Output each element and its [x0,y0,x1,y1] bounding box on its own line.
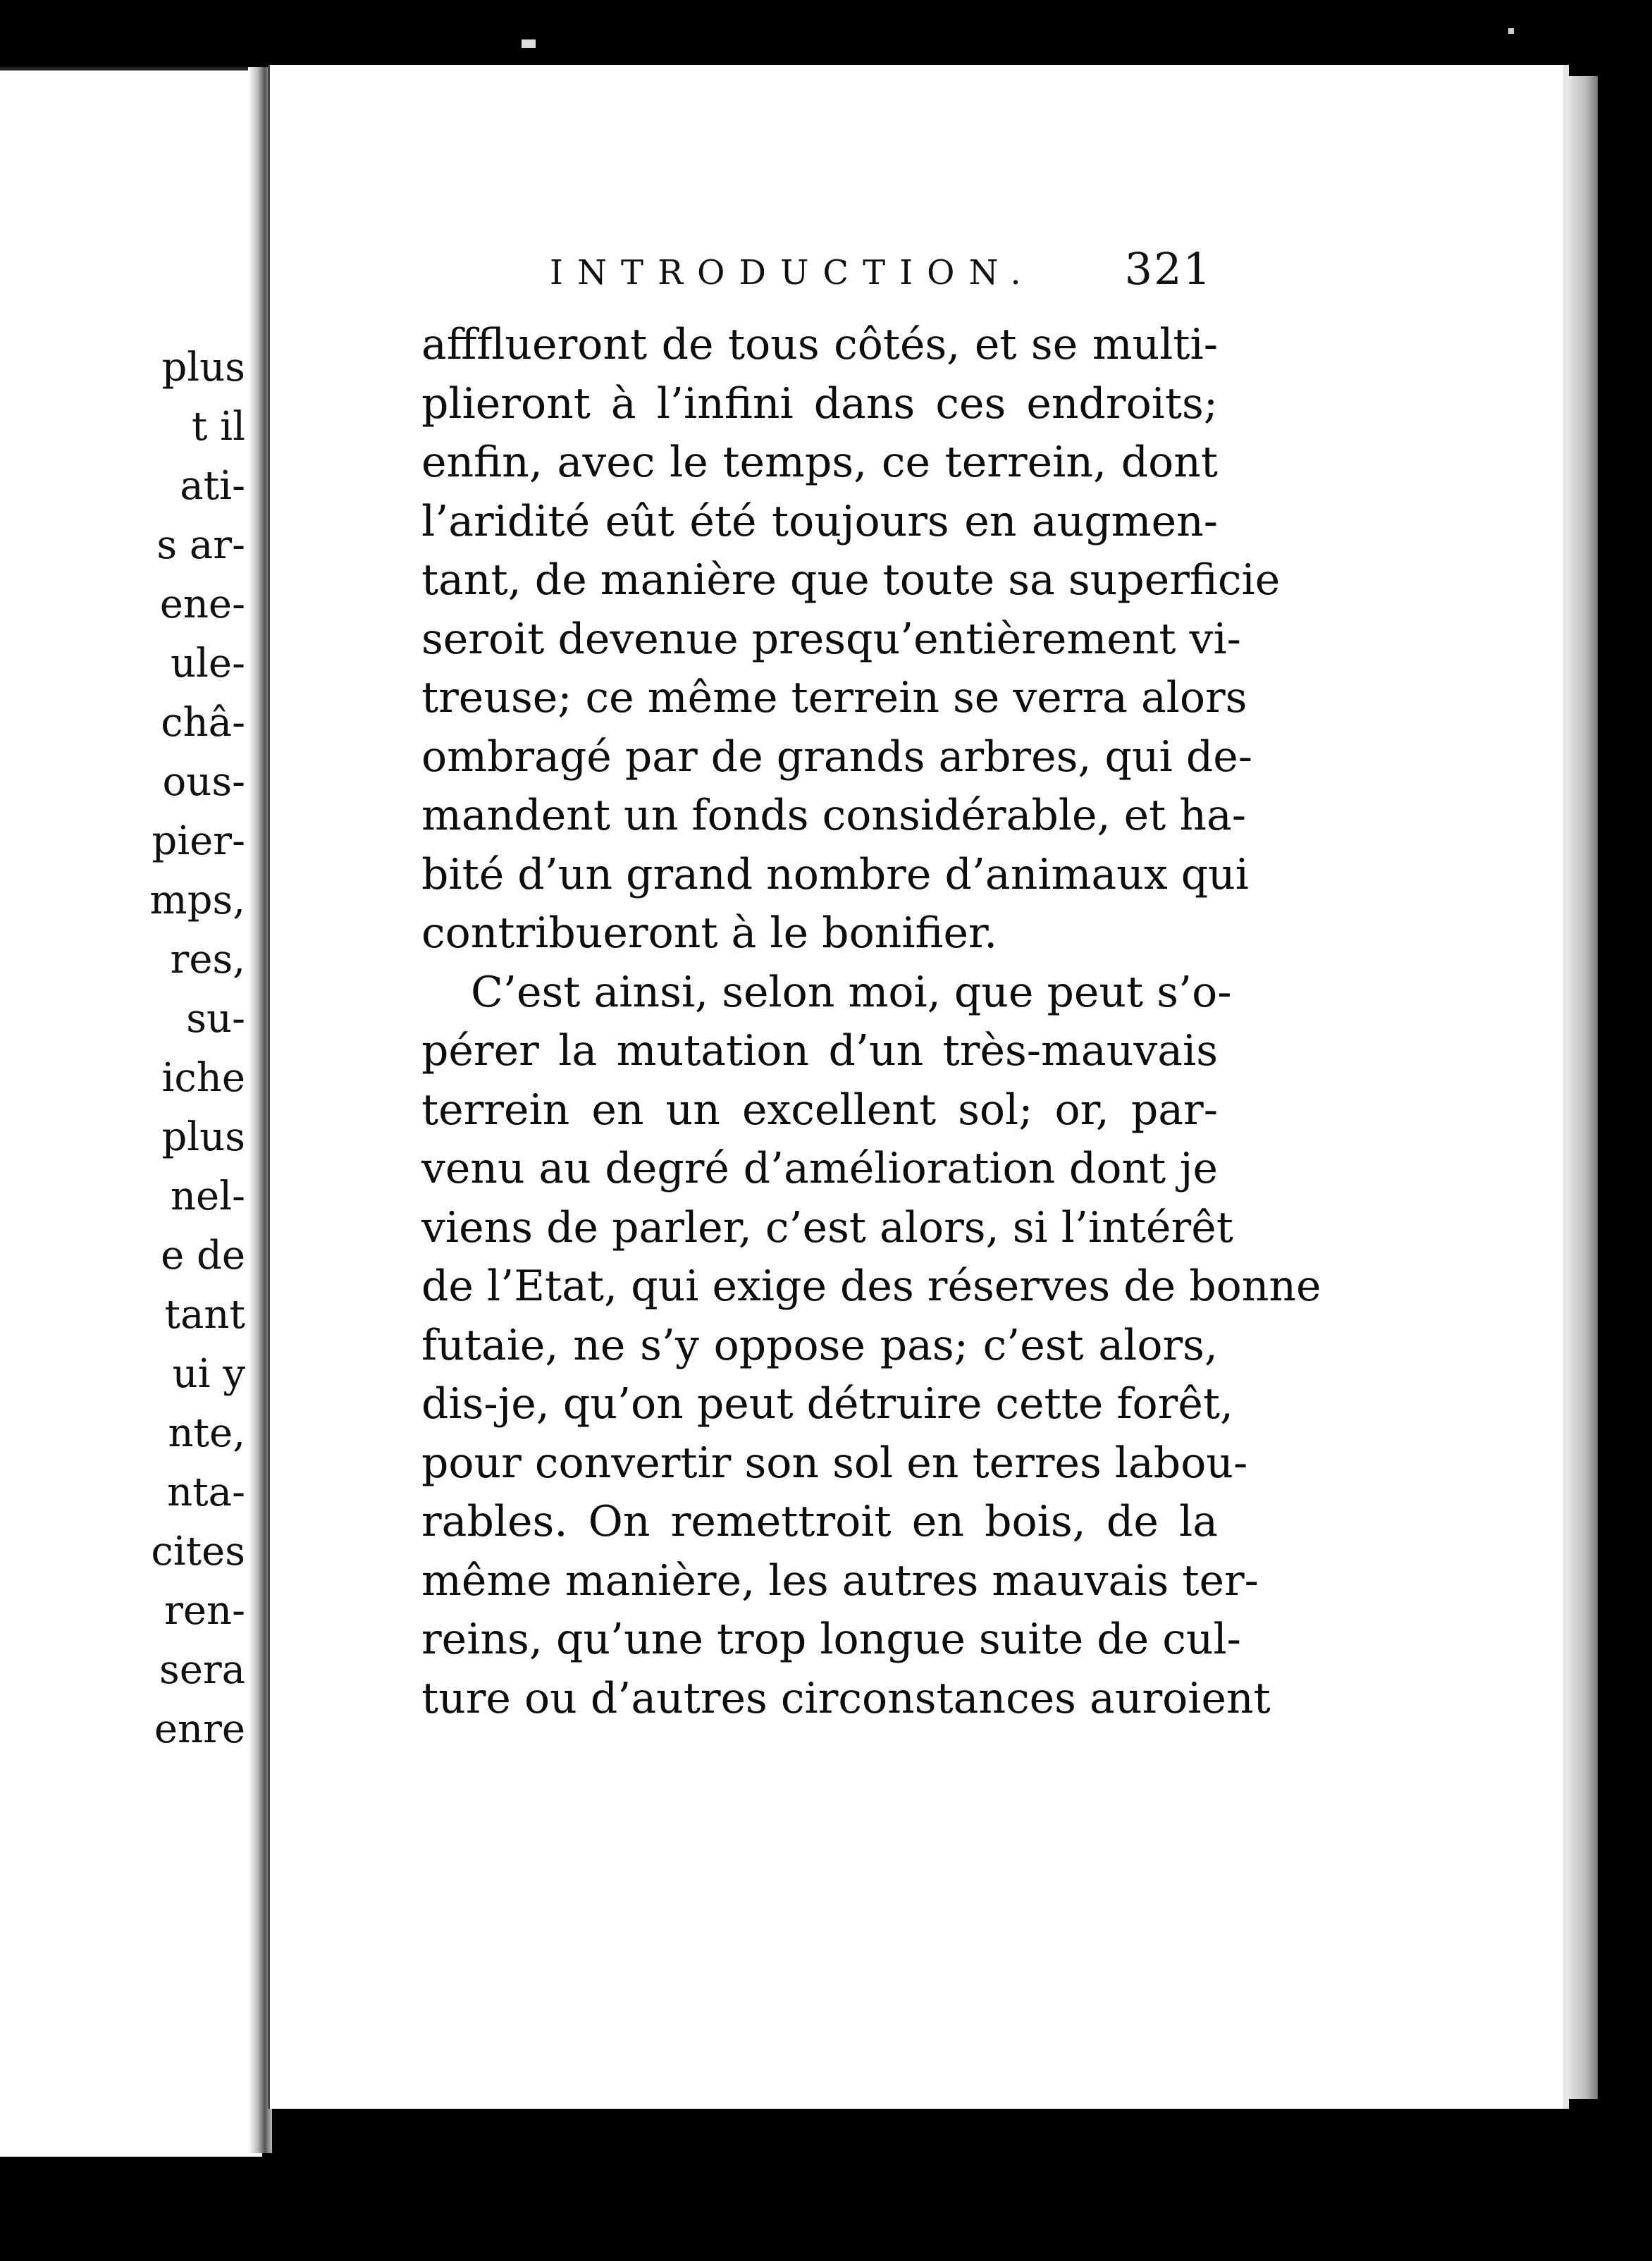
body-text [421,316,1321,1728]
page-edge [1567,76,1598,2099]
left-page-line: mps, [149,877,245,923]
left-page-line: ous- [162,759,245,805]
left-page-line: ene- [159,581,245,627]
text-line: ture ou d’autres circonstances auroient [421,1673,1271,1723]
left-page-line: res, [170,937,245,982]
left-page-line: nta- [167,1470,245,1515]
left-page-text [150,338,246,1759]
text-line: rables. On remettroit en bois, de la [421,1497,1218,1546]
text-line: mandent un fonds considérable, et ha- [421,791,1246,840]
text-line: plieront à l’infini dans ces endroits; [421,378,1218,429]
left-page-line: enre [154,1706,245,1752]
text-line: même manière, les autres mauvais ter- [421,1555,1259,1606]
scan-speck [1508,28,1514,34]
left-page-line: pier- [152,818,245,864]
text-line: de l’Etat, qui exige des réserves de bonne [421,1262,1321,1311]
left-page-line: iche [161,1055,245,1101]
left-page-line: cites [151,1529,245,1575]
left-page-line: ati- [180,463,245,509]
text-line: bité d’un grand nombre d’animaux qui [421,849,1249,899]
left-page-line: châ- [161,700,245,746]
left-page-line: sera [159,1647,245,1693]
text-line: C’est ainsi, selon moi, que peut s’o- [471,967,1232,1017]
text-line: affflueront de tous côtés, et se multi- [421,320,1218,369]
scan-speck [522,39,536,48]
text-line: seroit devenue presqu’entièrement vi- [421,614,1241,664]
text-line: venu au degré d’amélioration dont je [421,1144,1218,1193]
left-page-line: ren- [164,1588,245,1634]
left-page-line: su- [186,996,245,1042]
left-page-line: e de [161,1233,245,1279]
running-head-title: INTRODUCTION. [550,253,1035,292]
text-line: tant, de manière que toute sa superficie [421,555,1281,605]
text-line: contribueront à le bonifier. [421,908,998,958]
text-line: terrein en un excellent sol; or, par- [421,1085,1218,1135]
left-page-line: s ar- [156,522,245,568]
left-page-line: t il [191,404,245,450]
text-line: l’aridité eût été toujours en augmen- [421,496,1218,546]
text-line: pour convertir son sol en terres labou- [421,1438,1248,1488]
left-page-line: ui y [172,1351,245,1397]
page-number: 321 [1124,243,1212,295]
text-line: treuse; ce même terrein se verra alors [421,673,1247,722]
text-line: reins, qu’une trop longue suite de cul- [421,1615,1241,1664]
text-line: enfin, avec le temps, ce terrein, dont [421,438,1218,487]
text-line: ombragé par de grands arbres, qui de- [421,732,1253,782]
left-page-line: tant [164,1292,245,1338]
left-page-line: nel- [170,1173,245,1219]
left-page-line: plus [161,345,245,390]
running-head [550,243,1212,295]
text-line: pérer la mutation d’un très-mauvais [421,1026,1218,1076]
left-page-line: ule- [170,641,245,686]
left-page [0,67,262,2157]
text-line: viens de parler, c’est alors, si l’intérêt [421,1202,1233,1252]
left-page-line: nte, [168,1410,245,1456]
text-line: dis-je, qu’on peut détruire cette forêt, [421,1379,1234,1429]
left-page-line: plus [161,1114,245,1160]
text-line: futaie, ne s’y oppose pas; c’est alors, [421,1320,1218,1370]
